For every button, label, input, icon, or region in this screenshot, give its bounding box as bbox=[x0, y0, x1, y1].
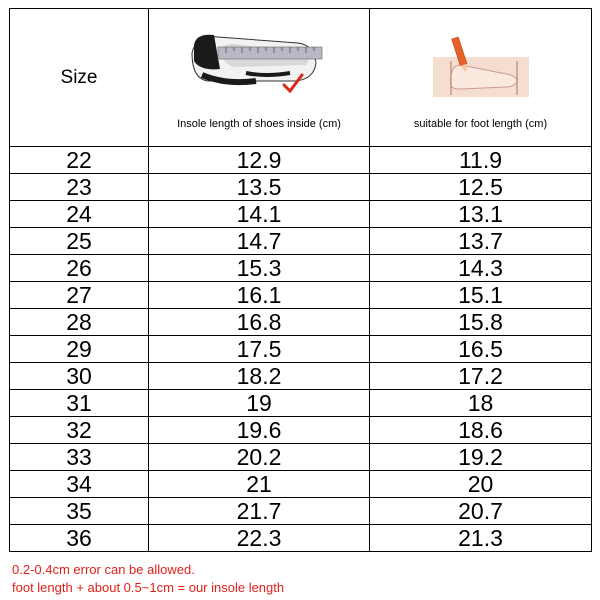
table-row bbox=[10, 390, 592, 417]
insole-length-cell: 16.8 bbox=[149, 309, 370, 336]
size-cell: 31 bbox=[10, 390, 149, 417]
foot-length-cell: 13.7 bbox=[370, 228, 592, 255]
size-cell: 30 bbox=[10, 363, 149, 390]
foot-length-cell: 17.2 bbox=[370, 363, 592, 390]
insole-length-cell: 18.2 bbox=[149, 363, 370, 390]
table-row bbox=[10, 498, 592, 525]
table-row bbox=[10, 336, 592, 363]
insole-length-cell: 22.3 bbox=[149, 525, 370, 552]
foot-length-cell: 13.1 bbox=[370, 201, 592, 228]
insole-length-cell: 12.9 bbox=[149, 147, 370, 174]
insole-length-cell: 20.2 bbox=[149, 444, 370, 471]
insole-length-cell: 16.1 bbox=[149, 282, 370, 309]
table-row bbox=[10, 444, 592, 471]
table-row bbox=[10, 228, 592, 255]
foot-length-cell: 20.7 bbox=[370, 498, 592, 525]
notes-block bbox=[12, 561, 284, 597]
table-row bbox=[10, 174, 592, 201]
insole-length-cell: 14.1 bbox=[149, 201, 370, 228]
table-row bbox=[10, 255, 592, 282]
insole-formula-note: foot length + about 0.5~1cm = our insole length bbox=[12, 580, 285, 595]
foot-length-cell: 12.5 bbox=[370, 174, 592, 201]
size-cell: 32 bbox=[10, 417, 149, 444]
table-row bbox=[10, 525, 592, 552]
table-row bbox=[10, 363, 592, 390]
error-tolerance-note: 0.2-0.4cm error can be allowed. bbox=[12, 562, 195, 577]
table-row bbox=[10, 201, 592, 228]
size-cell: 34 bbox=[10, 471, 149, 498]
size-cell: 23 bbox=[10, 174, 149, 201]
insole-length-cell: 17.5 bbox=[149, 336, 370, 363]
table-row bbox=[10, 147, 592, 174]
insole-length-cell: 19 bbox=[149, 390, 370, 417]
insole-length-column-header bbox=[149, 9, 370, 147]
size-cell: 22 bbox=[10, 147, 149, 174]
size-cell: 29 bbox=[10, 336, 149, 363]
insole-length-cell: 19.6 bbox=[149, 417, 370, 444]
foot-length-cell: 16.5 bbox=[370, 336, 592, 363]
size-cell: 24 bbox=[10, 201, 149, 228]
size-cell: 35 bbox=[10, 498, 149, 525]
foot-measure-icon bbox=[431, 35, 531, 99]
foot-length-cell: 21.3 bbox=[370, 525, 592, 552]
foot-length-cell: 18.6 bbox=[370, 417, 592, 444]
insole-length-cell: 15.3 bbox=[149, 255, 370, 282]
size-cell: 25 bbox=[10, 228, 149, 255]
foot-length-cell: 20 bbox=[370, 471, 592, 498]
shoe-with-tape-measure-icon bbox=[186, 23, 332, 93]
table-row bbox=[10, 282, 592, 309]
insole-length-label: Insole length of shoes inside (cm) bbox=[177, 118, 341, 130]
size-cell: 28 bbox=[10, 309, 149, 336]
insole-length-cell: 13.5 bbox=[149, 174, 370, 201]
size-cell: 36 bbox=[10, 525, 149, 552]
table-row bbox=[10, 417, 592, 444]
insole-length-cell: 21.7 bbox=[149, 498, 370, 525]
size-cell: 27 bbox=[10, 282, 149, 309]
foot-length-cell: 19.2 bbox=[370, 444, 592, 471]
foot-length-cell: 11.9 bbox=[370, 147, 592, 174]
size-cell: 33 bbox=[10, 444, 149, 471]
foot-length-label: suitable for foot length (cm) bbox=[413, 118, 548, 130]
table-header-row bbox=[10, 9, 592, 147]
foot-length-cell: 15.1 bbox=[370, 282, 592, 309]
table-row bbox=[10, 309, 592, 336]
foot-length-column-header bbox=[370, 9, 592, 147]
insole-length-cell: 14.7 bbox=[149, 228, 370, 255]
foot-length-cell: 14.3 bbox=[370, 255, 592, 282]
size-cell: 26 bbox=[10, 255, 149, 282]
table-row bbox=[10, 471, 592, 498]
size-column-header: Size bbox=[10, 9, 149, 147]
size-chart-table bbox=[9, 8, 592, 552]
foot-length-cell: 15.8 bbox=[370, 309, 592, 336]
foot-length-cell: 18 bbox=[370, 390, 592, 417]
insole-length-cell: 21 bbox=[149, 471, 370, 498]
